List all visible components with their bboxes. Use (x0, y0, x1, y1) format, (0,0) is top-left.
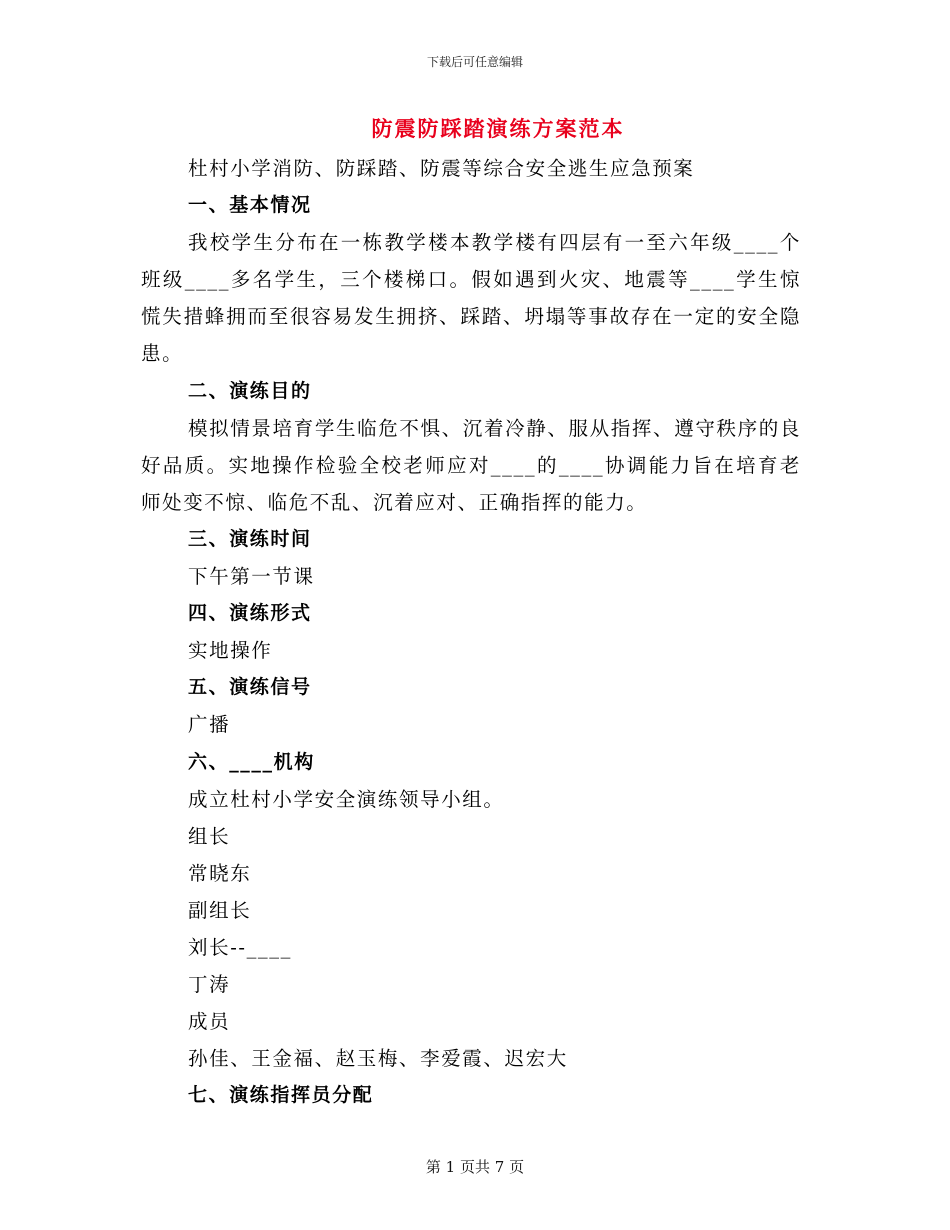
subtitle: 杜村小学消防、防踩踏、防震等综合安全逃生应急预案 (188, 157, 695, 180)
document-body (141, 150, 801, 1114)
section-body-1: 我校学生分布在一栋教学楼本教学楼有四层有一至六年级____个班级____多名学生，三个楼梯口。假如遇到火灾、地震等____学生惊慌失措蜂拥而至很容易发生拥挤、踩踏、坍塌等事故存在一定的安全隐患。 (141, 231, 801, 366)
page-footer: 第 1 页共 7 页 (425, 1158, 525, 1176)
section-heading-5: 五、演练信号 (188, 676, 312, 699)
org-line: 孙佳、王金福、赵玉梅、李爱霞、迟宏大 (188, 1047, 568, 1071)
section-body-4: 实地操作 (188, 639, 273, 663)
section-heading-2: 二、演练目的 (188, 379, 312, 402)
section-heading-1: 一、基本情况 (188, 194, 312, 217)
document-title: 防震防踩踏演练方案范本 (371, 117, 625, 141)
org-line: 刘长--____ (188, 935, 292, 959)
section-body-2: 模拟情景培育学生临危不惧、沉着冷静、服从指挥、遵守秩序的良好品质。实地操作检验全校老师应对____的____协调能力旨在培育老师处变不惊、临危不乱、沉着应对、正确指挥的能力。 (141, 416, 801, 514)
org-line: 组长 (188, 824, 231, 848)
section-body-5: 广播 (188, 713, 231, 737)
section-heading-7: 七、演练指挥员分配 (188, 1084, 374, 1107)
section-body-3: 下午第一节课 (188, 565, 315, 589)
section-heading-4: 四、演练形式 (188, 602, 312, 625)
org-line: 常晓东 (188, 861, 252, 885)
org-line: 丁涛 (188, 973, 231, 997)
page-header: 下载后可任意编辑 (426, 55, 523, 69)
section-heading-3: 三、演练时间 (188, 527, 312, 550)
section-heading-6: 六、____机构 (188, 750, 315, 773)
org-line: 成员 (188, 1010, 231, 1034)
org-line: 成立杜村小学安全演练领导小组。 (188, 787, 505, 811)
org-line: 副组长 (188, 898, 252, 922)
